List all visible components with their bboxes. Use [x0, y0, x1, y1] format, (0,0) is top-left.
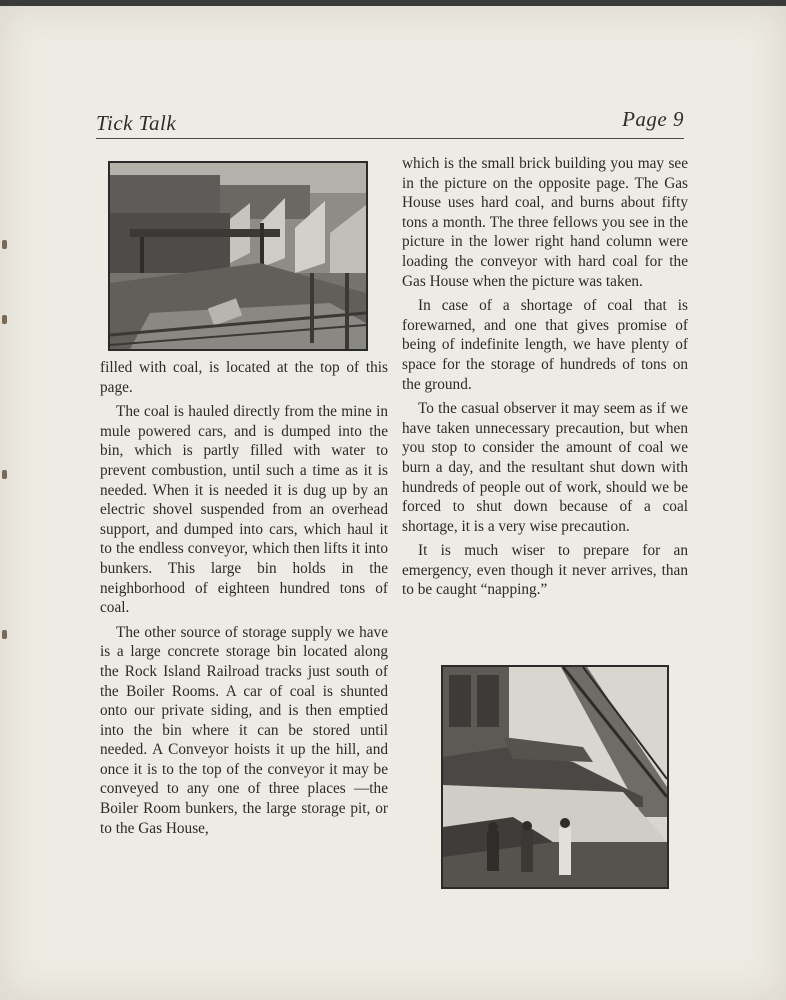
paragraph: It is much wiser to prepare for an emergency, even though it never arrives, than to be caught “napping.” [402, 542, 688, 599]
coal-storage-pit-photo [108, 161, 368, 351]
paragraph: In case of a shortage of coal that is forewarned, and one that gives promise of being of indefinite length, we have plenty of space for the storage of hundreds of tons on the ground. [402, 297, 688, 393]
paragraph: The other source of storage supply we have is a large concrete storage bin located along the Rock Island Railroad tracks just south of the Boiler Rooms. A car of coal is shunted onto our private siding, and is then emptied into the bin where it can be stored until needed. A Conveyor hoists it up the hill, and once it is to the top of the conveyor it may be conveyed to any one of three places —the Boiler Room bunkers, the large storage pit, or to the Gas House, [100, 623, 388, 837]
publication-title: Tick Talk [96, 111, 177, 135]
gas-house-conveyor-photo [441, 665, 669, 889]
binding-hole [2, 315, 7, 324]
page-header [96, 104, 684, 139]
binding-hole [2, 630, 7, 639]
right-column [402, 154, 688, 608]
paragraph: filled with coal, is located at the top of this page. [100, 359, 388, 396]
paragraph: To the casual observer it may seem as if we have taken unnecessary precaution, but when you stop to consider the amount of coal we burn a day, and the resultant shut down with hundreds of people out of work, should we be forced to shut down because of a coal shortage, it is a very wise precaution. [402, 400, 688, 535]
paragraph: The coal is hauled directly from the mine in mule powered cars, and is dumped into the bin, which is partly filled with water to prevent combustion, until such a time as it is needed. When it is needed it is dug up by an electric shovel suspended from an overhead support, and dumped into cars, which haul it to the endless conveyor, which then lifts it into bunkers. This large bin holds in the neighborhood of eighteen hundred tons of coal. [100, 403, 388, 617]
conveyor-workers-image [443, 667, 667, 887]
paragraph: which is the small brick building you may see in the picture on the opposite page. The Gas House uses hard coal, and burns about fifty tons a month. The three fellows you see in the picture in the lower right hand column were loading the conveyor with hard coal for the Gas House when the picture was taken. [402, 155, 688, 290]
binding-hole [2, 240, 7, 249]
binding-hole [2, 470, 7, 479]
coal-storage-pit-image [110, 163, 366, 349]
left-column [100, 358, 388, 846]
document-page [0, 6, 786, 1000]
page-number: Page 9 [622, 107, 684, 131]
